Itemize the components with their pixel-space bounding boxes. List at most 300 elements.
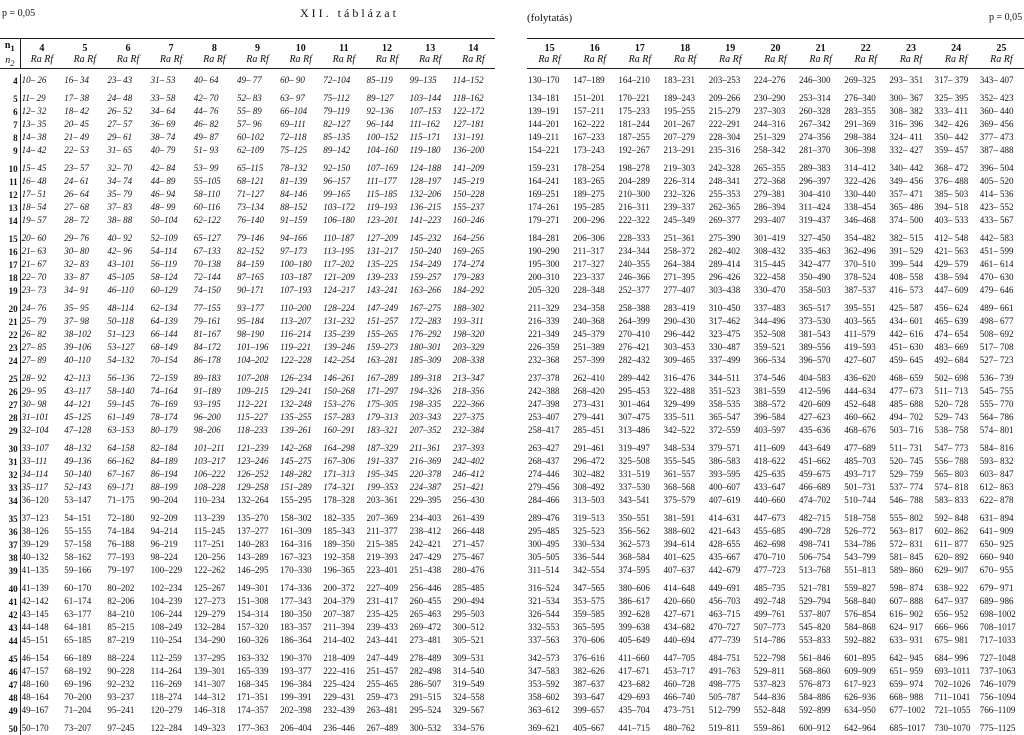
table-cell: 42– 70	[193, 93, 219, 103]
table-cell: 382–626	[573, 666, 605, 676]
table-cell: 195–285	[573, 202, 605, 212]
table-cell: 167–323	[280, 552, 312, 562]
table-cell: 727–1048	[979, 653, 1016, 663]
table-cell: 337–499	[708, 355, 741, 365]
table-cell: 258–372	[663, 246, 696, 256]
table-cell: 76–188	[107, 539, 135, 549]
table-cell: 316– 396	[889, 119, 924, 129]
table-row	[527, 271, 1024, 284]
table-cell: 87–219	[107, 635, 135, 645]
table-cell: 269–325	[844, 75, 876, 85]
table-cell: 144–201	[528, 119, 560, 129]
table-cell: 303–438	[708, 285, 741, 295]
table-row	[527, 634, 1024, 647]
table-cell: 14– 38	[21, 132, 47, 142]
table-cell: 54–132	[107, 355, 135, 365]
table-cell: 127–209	[366, 233, 398, 243]
table-cell: 93–195	[193, 399, 221, 409]
table-cell: 325– 395	[934, 93, 969, 103]
table-cell: 305–505	[528, 552, 560, 562]
sub-header: Ra Rf	[375, 54, 399, 65]
table-cell: 207–369	[366, 513, 398, 523]
table-cell: 51– 93	[193, 145, 219, 155]
table-cell: 513–768	[799, 565, 831, 575]
table-cell: 49–136	[64, 456, 92, 466]
table-cell: 44–148	[21, 622, 49, 632]
sub-header: Ra Rf	[538, 54, 561, 65]
table-cell: 483– 669	[934, 342, 969, 352]
table-cell: 117–202	[323, 259, 355, 269]
table-cell: 94–166	[280, 233, 308, 243]
table-cell: 642–964	[844, 723, 876, 733]
table-cell: 369– 456	[979, 119, 1014, 129]
table-cell: 552–848	[753, 705, 786, 715]
table-cell: 551–813	[844, 565, 876, 575]
table-cell: 498–775	[708, 679, 741, 689]
table-cell: 53–147	[64, 495, 92, 505]
table-cell: 183–265	[573, 176, 605, 186]
table-cell: 24– 61	[64, 176, 89, 186]
table-cell: 206–306	[573, 233, 605, 243]
table-cell: 52–109	[150, 233, 178, 243]
table-cell: 584– 816	[979, 443, 1014, 453]
table-cell: 342–522	[663, 425, 696, 435]
table-cell: 102–234	[150, 583, 183, 593]
table-cell: 121–209	[323, 272, 355, 282]
table-cell: 296–472	[573, 456, 605, 466]
table-cell: 88–152	[280, 202, 308, 212]
table-cell: 203–361	[366, 495, 398, 505]
table-cell: 592– 848	[934, 513, 969, 523]
table-row	[527, 258, 1024, 271]
table-cell: 60–102	[236, 132, 264, 142]
table-cell: 377– 473	[979, 132, 1014, 142]
table-cell: 157–320	[236, 622, 269, 632]
table-cell: 394–614	[663, 539, 696, 549]
table-cell: 511– 731	[889, 443, 923, 453]
table-cell: 529– 759	[889, 469, 924, 479]
table-cell: 27– 68	[64, 202, 89, 212]
table-cell: 286–507	[409, 679, 442, 689]
table-cell: 325–508	[618, 456, 650, 466]
table-cell: 35– 95	[64, 303, 89, 313]
table-cell: 97–173	[280, 246, 308, 256]
table-cell: 195–255	[663, 106, 696, 116]
table-row	[527, 704, 1024, 717]
table-cell: 451–662	[799, 456, 831, 466]
table-cell: 208–338	[452, 355, 485, 365]
table-cell: 279–441	[573, 412, 605, 422]
table-cell: 545–820	[799, 622, 831, 632]
row-label: 39	[0, 564, 20, 577]
table-row	[0, 74, 495, 87]
table-cell: 108–228	[193, 482, 226, 492]
table-cell: 27– 57	[107, 119, 133, 129]
table-cell: 289–476	[528, 513, 560, 523]
table-cell: 461– 614	[979, 259, 1014, 269]
table-cell: 139–191	[528, 106, 560, 116]
table-cell: 216–339	[528, 316, 560, 326]
table-cell: 92–136	[366, 106, 394, 116]
table-cell: 271–395	[663, 272, 696, 282]
table-cell: 365–517	[799, 303, 831, 313]
table-cell: 150–240	[409, 246, 442, 256]
table-cell: 271–457	[452, 539, 485, 549]
table-cell: 20– 45	[64, 119, 89, 129]
table-cell: 49–167	[21, 705, 49, 715]
table-cell: 301–464	[618, 399, 650, 409]
table-cell: 374–546	[753, 373, 786, 383]
row-label: 46	[0, 665, 20, 678]
table-cell: 267–489	[366, 723, 398, 733]
table-cell: 301–419	[753, 233, 786, 243]
table-cell: 581– 845	[889, 552, 924, 562]
table-cell: 510–744	[844, 495, 876, 505]
table-cell: 485– 688	[889, 399, 924, 409]
table-cell: 434– 601	[889, 316, 924, 326]
table-cell: 36–120	[21, 495, 49, 505]
table-cell: 189–350	[323, 539, 355, 549]
table-cell: 200–310	[528, 272, 560, 282]
table-cell: 175–233	[618, 106, 650, 116]
table-cell: 225–424	[323, 679, 355, 689]
table-cell: 395–551	[844, 303, 876, 313]
table-cell: 145–219	[452, 176, 485, 186]
table-cell: 347–583	[528, 666, 560, 676]
table-cell: 130–170	[528, 75, 560, 85]
table-cell: 185–309	[409, 355, 442, 365]
table-cell: 255–353	[708, 189, 741, 199]
table-cell: 324– 411	[889, 132, 923, 142]
table-cell: 142–254	[323, 355, 355, 365]
table-cell: 555– 802	[889, 513, 924, 523]
table-cell: 526–772	[844, 526, 876, 536]
table-cell: 365–547	[708, 412, 741, 422]
table-cell: 108–249	[150, 622, 183, 632]
column-header-6: 6	[125, 43, 131, 54]
table-cell: 480–762	[663, 723, 696, 733]
row-label: 15	[0, 232, 20, 245]
table-cell: 536– 739	[979, 373, 1014, 383]
table-cell: 209–266	[708, 93, 741, 103]
table-cell: 228–348	[573, 285, 605, 295]
table-cell: 436–620	[844, 373, 876, 383]
table-cell: 512–799	[708, 705, 741, 715]
column-header-14: 14	[468, 43, 479, 54]
table-cell: 59–145	[107, 399, 135, 409]
table-cell: 511– 713	[934, 386, 968, 396]
table-cell: 78–132	[280, 163, 308, 173]
table-cell: 51–123	[107, 329, 135, 339]
row-label: 7	[0, 118, 20, 131]
table-cell: 425– 587	[889, 303, 924, 313]
table-cell: 721–1055	[934, 705, 971, 715]
table-cell: 193–311	[452, 316, 484, 326]
column-header-13: 13	[425, 43, 436, 54]
table-cell: 163–266	[409, 285, 442, 295]
table-cell: 89–142	[323, 145, 351, 155]
table-row	[527, 411, 1024, 424]
row-label: 17	[0, 258, 20, 271]
table-cell: 268–420	[573, 386, 605, 396]
table-row	[0, 162, 495, 175]
table-cell: 421–643	[708, 526, 741, 536]
table-cell: 101–196	[236, 342, 269, 352]
table-row	[0, 704, 495, 717]
table-cell: 98–224	[150, 552, 178, 562]
table-cell: 435–636	[799, 425, 831, 435]
table-cell: 234–344	[618, 246, 650, 256]
sub-header: Ra Rf	[990, 54, 1013, 65]
table-cell: 74–150	[193, 285, 221, 295]
table-cell: 222–322	[618, 215, 650, 225]
table-row	[0, 372, 495, 385]
table-cell: 584–868	[844, 622, 876, 632]
table-cell: 302–482	[573, 469, 605, 479]
row-label: 4	[0, 74, 20, 87]
table-cell: 598– 874	[889, 583, 924, 593]
table-row	[527, 315, 1024, 328]
table-cell: 538– 758	[934, 425, 969, 435]
table-cell: 235–425	[366, 609, 398, 619]
table-cell: 175–305	[366, 399, 398, 409]
table-cell: 563– 817	[889, 526, 924, 536]
table-cell: 592–882	[844, 635, 876, 645]
table-cell: 277–407	[663, 285, 696, 295]
table-row	[527, 188, 1024, 201]
table-cell: 583– 833	[934, 495, 969, 505]
table-cell: 477– 673	[889, 386, 924, 396]
table-cell: 337–483	[753, 303, 786, 313]
column-header-4: 4	[39, 43, 45, 54]
row-label: 38	[0, 551, 20, 564]
table-cell: 99–165	[323, 189, 351, 199]
table-cell: 411–579	[844, 329, 876, 339]
table-cell: 361–557	[663, 469, 696, 479]
table-cell: 284–466	[528, 495, 560, 505]
table-cell: 283–355	[844, 106, 876, 116]
table-cell: 388–602	[663, 526, 696, 536]
table-cell: 449–691	[708, 583, 741, 593]
table-cell: 149–211	[528, 132, 560, 142]
table-cell: 433– 567	[979, 215, 1014, 225]
table-cell: 289–414	[708, 259, 741, 269]
table-cell: 220–378	[409, 469, 442, 479]
row-label: 50	[0, 722, 20, 735]
table-cell: 82–206	[107, 596, 135, 606]
table-cell: 222–291	[708, 119, 741, 129]
table-cell: 189–318	[409, 373, 442, 383]
table-cell: 69–196	[64, 679, 92, 689]
table-row	[527, 665, 1024, 678]
table-cell: 211–361	[409, 443, 441, 453]
table-cell: 315–445	[753, 259, 786, 269]
table-cell: 344–511	[708, 373, 740, 383]
table-cell: 124–217	[323, 285, 355, 295]
table-cell: 72–180	[107, 513, 135, 523]
table-cell: 128–224	[323, 303, 355, 313]
table-row	[0, 678, 495, 691]
table-cell: 218–356	[452, 386, 485, 396]
table-cell: 159–257	[409, 272, 442, 282]
table-cell: 11– 29	[21, 93, 46, 103]
table-cell: 369–621	[528, 723, 560, 733]
table-cell: 332–553	[528, 622, 560, 632]
table-cell: 553–833	[799, 635, 831, 645]
table-cell: 131–217	[366, 246, 398, 256]
table-cell: 291–369	[844, 119, 876, 129]
table-cell: 260–328	[799, 106, 831, 116]
table-cell: 337–563	[528, 635, 560, 645]
table-cell: 296–442	[663, 329, 696, 339]
table-cell: 23– 57	[64, 163, 89, 173]
table-cell: 316–524	[528, 583, 560, 593]
table-cell: 190–370	[280, 653, 312, 663]
table-cell: 49– 87	[193, 132, 219, 142]
table-cell: 70–154	[150, 355, 178, 365]
table-cell: 189–275	[573, 189, 605, 199]
table-cell: 267–342	[799, 119, 831, 129]
table-cell: 386–583	[708, 456, 741, 466]
table-cell: 35–117	[21, 482, 48, 492]
row-label: 23	[0, 341, 20, 354]
table-cell: 428–655	[708, 539, 741, 549]
table-cell: 223–401	[366, 565, 398, 575]
table-cell: 440–694	[663, 635, 696, 645]
row-label: 6	[0, 105, 20, 118]
table-cell: 356–562	[618, 526, 650, 536]
table-cell: 350–490	[799, 272, 831, 282]
table-cell: 607– 888	[889, 596, 924, 606]
table-cell: 214–402	[323, 635, 355, 645]
table-cell: 670– 955	[979, 565, 1014, 575]
table-cell: 396– 504	[979, 163, 1014, 173]
table-cell: 199–391	[280, 692, 312, 702]
table-cell: 162–222	[573, 119, 605, 129]
table-cell: 465– 639	[934, 316, 969, 326]
table-cell: 145–275	[280, 456, 312, 466]
table-cell: 119–193	[366, 202, 398, 212]
table-cell: 353–575	[573, 596, 605, 606]
table-cell: 227–409	[366, 583, 398, 593]
table-cell: 180–350	[280, 609, 312, 619]
table-cell: 629– 907	[934, 565, 969, 575]
table-cell: 442– 583	[979, 233, 1014, 243]
table-cell: 125–267	[193, 583, 226, 593]
table-cell: 151–308	[236, 596, 269, 606]
table-row	[0, 595, 495, 608]
table-cell: 255–465	[366, 679, 398, 689]
table-cell: 202–398	[280, 705, 312, 715]
table-row	[527, 214, 1024, 227]
table-cell: 87–165	[236, 272, 264, 282]
table-cell: 121–239	[236, 443, 269, 453]
table-row	[0, 131, 495, 144]
table-cell: 414–648	[663, 583, 696, 593]
table-cell: 559–827	[844, 583, 876, 593]
table-cell: 222–366	[452, 399, 485, 409]
table-cell: 213–291	[663, 145, 696, 155]
table-cell: 204–379	[323, 596, 355, 606]
table-row	[0, 455, 495, 468]
table-cell: 118–162	[452, 93, 484, 103]
table-cell: 147–189	[573, 75, 605, 85]
sub-header: Ra Rf	[73, 54, 97, 65]
table-cell: 685–1017	[889, 723, 926, 733]
table-row	[0, 411, 495, 424]
table-cell: 54–151	[64, 513, 92, 523]
table-cell: 58–162	[64, 552, 92, 562]
table-cell: 251–361	[663, 233, 696, 243]
table-cell: 52–143	[64, 482, 92, 492]
table-cell: 246–412	[452, 469, 485, 479]
table-cell: 103–217	[193, 456, 226, 466]
table-cell: 172–283	[409, 316, 442, 326]
row-label: 30	[0, 442, 20, 455]
table-cell: 118–233	[236, 425, 268, 435]
table-cell: 215–385	[366, 539, 398, 549]
table-cell: 135–255	[280, 412, 312, 422]
table-cell: 370–606	[573, 635, 605, 645]
table-row	[0, 582, 495, 595]
table-cell: 572– 831	[889, 539, 924, 549]
table-cell: 115–171	[409, 132, 441, 142]
table-cell: 79–146	[236, 233, 264, 243]
table-cell: 522–798	[753, 653, 786, 663]
sub-header: Ra Rf	[30, 54, 54, 65]
table-cell: 275–390	[708, 233, 741, 243]
table-cell: 103–172	[323, 202, 355, 212]
table-cell: 63–153	[107, 425, 135, 435]
table-row	[0, 691, 495, 704]
table-cell: 45–125	[64, 412, 92, 422]
table-cell: 171–351	[236, 692, 269, 702]
table-cell: 775–1125	[979, 723, 1016, 733]
table-row	[527, 201, 1024, 214]
table-cell: 442–679	[708, 565, 741, 575]
table-cell: 323–475	[708, 329, 741, 339]
table-cell: 529–794	[799, 596, 831, 606]
table-cell: 490–728	[799, 526, 831, 536]
table-cell: 507–773	[753, 622, 786, 632]
table-cell: 103–144	[409, 93, 442, 103]
table-cell: 316–476	[663, 373, 696, 383]
table-cell: 317– 379	[934, 75, 969, 85]
table-cell: 115–185	[366, 189, 398, 199]
table-cell: 85–215	[107, 622, 135, 632]
table-cell: 399– 544	[889, 259, 924, 269]
table-cell: 134–181	[528, 93, 560, 103]
table-cell: 131–232	[323, 316, 355, 326]
table-cell: 122–228	[280, 355, 312, 365]
table-cell: 81–167	[193, 329, 221, 339]
table-cell: 451– 599	[979, 246, 1014, 256]
table-cell: 72–104	[323, 75, 351, 85]
table-cell: 239–337	[663, 202, 696, 212]
table-cell: 459– 645	[889, 355, 924, 365]
column-header-17: 17	[634, 43, 645, 54]
table-cell: 96–157	[323, 176, 351, 186]
column-header-19: 19	[725, 43, 736, 54]
table-row	[0, 634, 495, 647]
table-cell: 360– 440	[979, 106, 1014, 116]
table-cell: 89–183	[193, 373, 221, 383]
table-cell: 617–923	[844, 679, 876, 689]
table-row	[527, 564, 1024, 577]
table-cell: 93–237	[107, 692, 135, 702]
table-cell: 365– 486	[889, 202, 924, 212]
table-cell: 717–1033	[979, 635, 1016, 645]
